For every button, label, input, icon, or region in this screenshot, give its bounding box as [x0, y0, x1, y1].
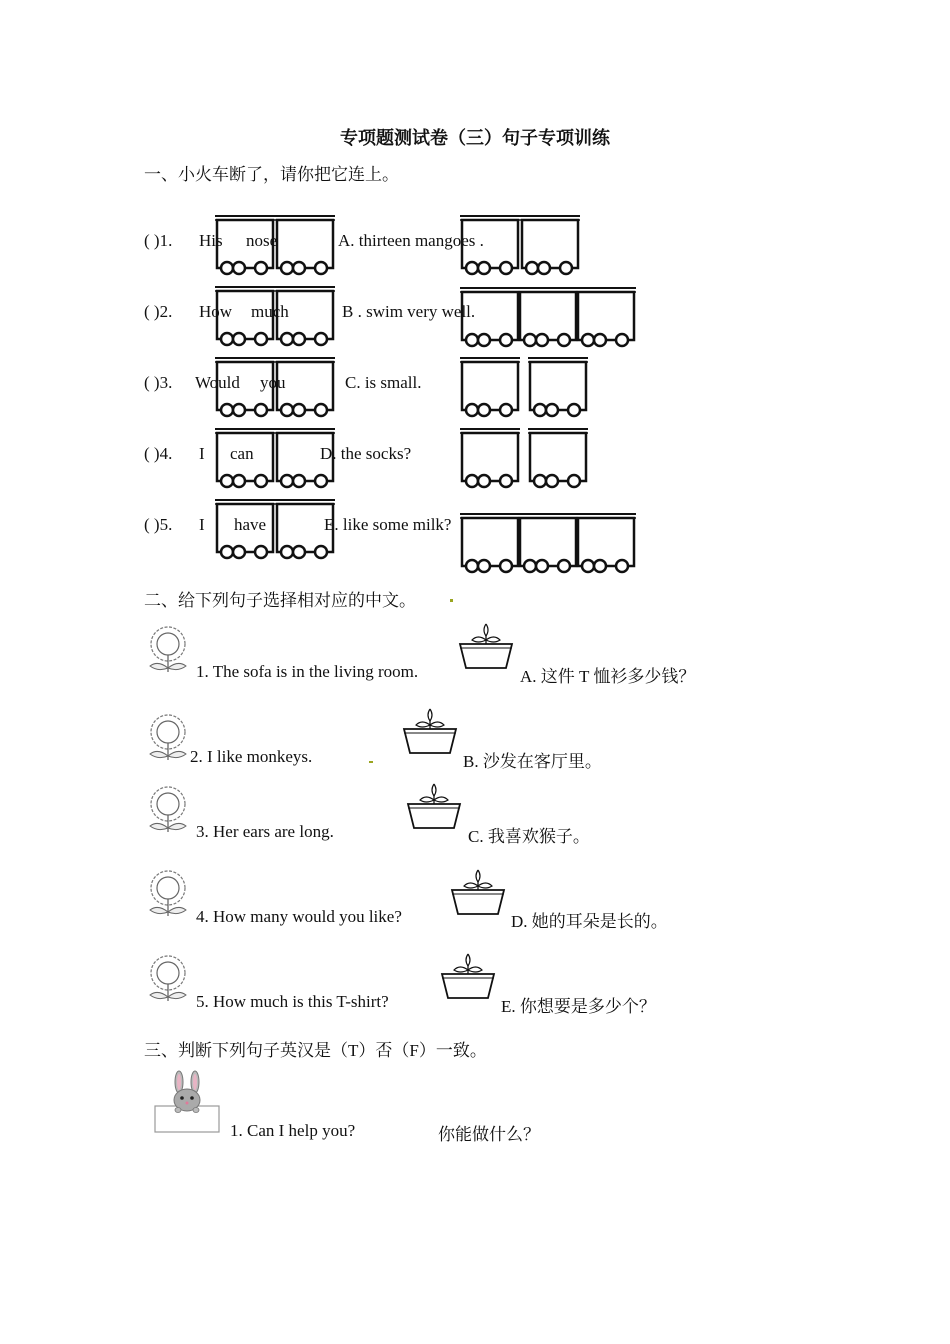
s2-item-1-en: 1. The sofa is in the living room.: [196, 662, 419, 681]
section-2-heading: 二、给下列句子选择相对应的中文。: [144, 591, 416, 610]
row-4-number: ( )4.: [144, 444, 173, 463]
s3-item-1-en: 1. Can I help you?: [230, 1121, 356, 1140]
row-4-word-2: can: [230, 444, 254, 463]
s3-item-1-cn: 你能做什么？: [438, 1125, 540, 1144]
row-1-word-1: His: [199, 231, 223, 250]
pot-icon: [406, 782, 466, 834]
row-5-right: E. like some milk?: [324, 515, 452, 534]
row-3-word-1: Would: [195, 373, 240, 392]
row-2-number: ( )2.: [144, 302, 173, 321]
row-3-right: C. is small.: [345, 373, 422, 392]
flower-icon: [146, 624, 194, 674]
row-3-number: ( )3.: [144, 373, 173, 392]
s2-item-1-cn: A. 这件 T 恤衫多少钱？: [520, 667, 696, 686]
row-1-number: ( )1.: [144, 231, 173, 250]
s2-item-2-cn: B. 沙发在客厅里。: [463, 752, 602, 771]
train-right-2: [460, 286, 650, 350]
s2-item-2-en: 2. I like monkeys.: [190, 747, 313, 766]
pot-icon: [402, 707, 462, 759]
row-2-word-1: How: [199, 302, 233, 321]
row-1-word-2: nose: [246, 231, 278, 250]
row-5-word-1: I: [199, 515, 205, 534]
stray-mark: [450, 599, 453, 602]
section-3-heading: 三、判断下列句子英汉是（T）否（F）一致。: [144, 1041, 487, 1060]
s2-item-3-en: 3. Her ears are long.: [196, 822, 334, 841]
s2-item-4-en: 4. How many would you like?: [196, 907, 402, 926]
row-1-right: A. thirteen mangoes .: [338, 231, 484, 250]
stray-mark: [369, 761, 373, 763]
train-left-1: [215, 214, 345, 278]
row-5-number: ( )5.: [144, 515, 173, 534]
pot-icon: [450, 868, 510, 920]
s2-item-4-cn: D. 她的耳朵是长的。: [511, 912, 668, 931]
row-2-right: B . swim very well.: [342, 302, 476, 321]
flower-icon: [146, 712, 194, 762]
pot-icon: [458, 622, 518, 674]
s2-item-5-en: 5. How much is this T-shirt?: [196, 992, 389, 1011]
pot-icon: [440, 952, 500, 1004]
s2-item-5-cn: E. 你想要是多少个？: [501, 997, 656, 1016]
train-right-3: [460, 356, 590, 420]
flower-icon: [146, 784, 194, 834]
page-title: 专项题测试卷（三）句子专项训练: [340, 128, 610, 148]
train-right-5: [460, 512, 650, 576]
row-5-word-2: have: [234, 515, 267, 534]
row-4-right: D. the socks?: [320, 444, 412, 463]
flower-icon: [146, 953, 194, 1003]
section-1-heading: 一、小火车断了，请你把它连上。: [144, 165, 399, 184]
train-right-4: [460, 427, 590, 491]
row-4-word-1: I: [199, 444, 205, 463]
row-3-word-2: you: [260, 373, 286, 392]
row-2-word-2: much: [251, 302, 289, 321]
s2-item-3-cn: C. 我喜欢猴子。: [468, 827, 590, 846]
flower-icon: [146, 868, 194, 918]
bunny-sign-icon: [150, 1070, 222, 1136]
